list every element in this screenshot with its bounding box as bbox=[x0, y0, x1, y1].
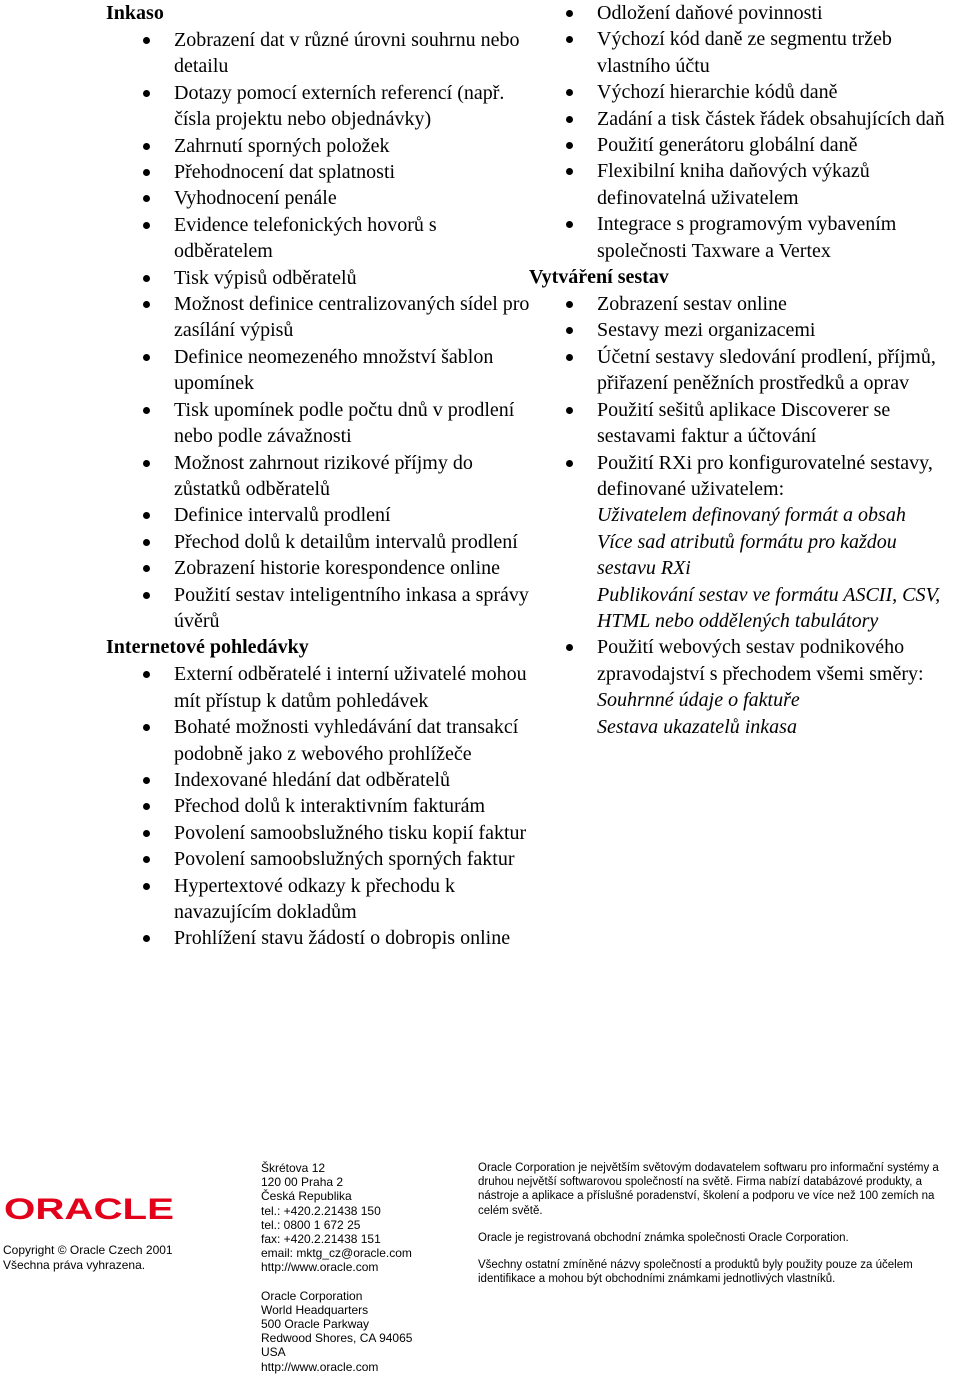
list-item-text: Přechod dolů k interaktivním fakturám bbox=[174, 795, 486, 818]
section-heading-internet-receivables: Internetové pohledávky bbox=[106, 636, 309, 659]
prague-address bbox=[261, 1161, 471, 1275]
list-item bbox=[106, 529, 536, 555]
list-item-text: Dotazy pomocí externích referencí (např. čísla projektu nebo objednávky) bbox=[174, 81, 505, 131]
list-item bbox=[106, 846, 536, 872]
address-line: tel.: +420.2.21438 150 bbox=[261, 1203, 381, 1218]
list-item-text: Tisk výpisů odběratelů bbox=[174, 266, 357, 289]
list-item bbox=[529, 132, 960, 158]
list-item-text: Vyhodnocení penále bbox=[174, 187, 337, 210]
list-item bbox=[529, 634, 960, 740]
address-line: Oracle Corporation bbox=[261, 1288, 363, 1303]
list-item-text: Možnost definice centralizovaných sídel pro zasílání výpisů bbox=[174, 293, 530, 342]
legal-notice bbox=[478, 1161, 960, 1299]
list-item bbox=[106, 159, 536, 185]
list-item bbox=[106, 265, 536, 291]
list-item-text: Použití sešitů aplikace Discoverer se sestavami faktur a účtování bbox=[597, 398, 891, 448]
list-item-text: Sestavy mezi organizacemi bbox=[597, 319, 816, 342]
list-item-text: Integrace s programovým vybavením společnosti Taxware a Vertex bbox=[597, 213, 897, 262]
list-item-text: Indexované hledání dat odběratelů bbox=[174, 768, 450, 791]
list-item bbox=[106, 212, 536, 265]
list-item-text: Evidence telefonických hovorů s odběratelem bbox=[174, 213, 437, 263]
list-item bbox=[106, 714, 536, 767]
list-item-text: Povolení samoobslužného tisku kopií faktur bbox=[174, 821, 527, 844]
list-item bbox=[106, 582, 536, 635]
list-item bbox=[106, 767, 536, 793]
list-item bbox=[106, 661, 536, 714]
list-item bbox=[529, 291, 960, 317]
list-item bbox=[529, 211, 960, 264]
list-item-text: Flexibilní kniha daňových výkazů definovatelná uživatelem bbox=[597, 160, 870, 209]
section-heading-reporting: Vytváření sestav bbox=[529, 266, 669, 289]
sub-item-text: Uživatelem definovaný formát a obsah bbox=[597, 504, 906, 527]
list-item bbox=[106, 133, 536, 159]
list-item-text: Povolení samoobslužných sporných faktur bbox=[174, 848, 515, 871]
list-item-text: Použití RXi pro konfigurovatelné sestavy, definované uživatelem: bbox=[597, 451, 933, 500]
list-item bbox=[106, 291, 536, 344]
list-item-text: Účetní sestavy sledování prodlení, příjmů, přiřazení peněžních prostředků a oprav bbox=[597, 345, 936, 395]
address-line: Česká Republika bbox=[261, 1189, 352, 1204]
list-item bbox=[529, 79, 960, 105]
rights-line: Všechna práva vyhrazena. bbox=[3, 1258, 146, 1272]
list-item bbox=[106, 185, 536, 211]
address-block bbox=[261, 1161, 471, 1374]
address-line: tel.: 0800 1 672 25 bbox=[261, 1217, 361, 1232]
list-item bbox=[529, 344, 960, 397]
list-item bbox=[106, 450, 536, 503]
list-item bbox=[529, 397, 960, 450]
address-line: email: mktg_cz@oracle.com bbox=[261, 1246, 412, 1261]
oracle-logo bbox=[4, 1195, 176, 1223]
list-item-text: Použití webových sestav podnikového zpravodajství s přechodem všemi směry: bbox=[597, 636, 924, 685]
list-item-text: Hypertextové odkazy k přechodu k navazujícím dokladům bbox=[174, 874, 456, 923]
address-line: http://www.oracle.com bbox=[261, 1260, 379, 1275]
list-item bbox=[529, 0, 960, 26]
address-line: fax: +420.2.21438 151 bbox=[261, 1232, 381, 1247]
list-item-text: Zobrazení sestav online bbox=[597, 293, 787, 316]
list-item-text: Výchozí hierarchie kódů daně bbox=[597, 81, 838, 104]
list-item-text: Externí odběratelé i interní uživatelé mohou mít přístup k datům pohledávek bbox=[174, 663, 527, 712]
list-item bbox=[529, 26, 960, 79]
list-item-text: Prohlížení stavu žádostí o dobropis online bbox=[174, 927, 511, 950]
list-item bbox=[529, 317, 960, 343]
copyright bbox=[3, 1243, 203, 1273]
list-item bbox=[106, 820, 536, 846]
list-item-text: Odložení daňové povinnosti bbox=[597, 2, 823, 24]
list-item-text: Zahrnutí sporných položek bbox=[174, 134, 390, 157]
address-line: Redwood Shores, CA 94065 bbox=[261, 1331, 413, 1346]
legal-paragraph: Všechny ostatní zmíněné názvy společností a produktů byly použity pouze za účelem identifikace a mohou být obchodními známkami jednotlivých vlastníků. bbox=[478, 1259, 913, 1286]
list-item bbox=[529, 106, 960, 132]
legal-paragraph: Oracle Corporation je největším světovým dodavatelem softwaru pro informační systémy a druhou největší softwarovou společností na světě. Firma nabízí databázové produkty, a nástroje a aplikace a příslušné poradenství, školení a podporu ve více než 100 zemích na celém světě. bbox=[478, 1162, 939, 1217]
list-item-text: Použití generátoru globální daně bbox=[597, 134, 858, 157]
list-item bbox=[106, 397, 536, 450]
section-heading-inkaso: Inkaso bbox=[106, 2, 164, 24]
sub-item-text: Sestava ukazatelů inkasa bbox=[597, 715, 797, 738]
sub-item-text: Více sad atributů formátu pro každou sestavu RXi bbox=[597, 530, 897, 580]
list-item bbox=[529, 450, 960, 635]
left-column bbox=[106, 0, 536, 952]
list-item bbox=[106, 80, 536, 133]
address-line: 500 Oracle Parkway bbox=[261, 1317, 370, 1332]
internet-receivables-list bbox=[106, 661, 536, 951]
headquarters-address bbox=[261, 1289, 471, 1374]
list-item bbox=[106, 502, 536, 528]
copyright-line: Copyright © Oracle Czech 2001 bbox=[3, 1243, 173, 1257]
address-line: World Headquarters bbox=[261, 1302, 369, 1317]
list-item bbox=[106, 27, 536, 80]
list-item-text: Použití sestav inteligentního inkasa a správy úvěrů bbox=[174, 583, 529, 632]
list-item-text: Přehodnocení dat splatnosti bbox=[174, 161, 396, 184]
list-item bbox=[106, 793, 536, 819]
list-item bbox=[106, 344, 536, 397]
list-item bbox=[106, 873, 536, 926]
list-item bbox=[529, 158, 960, 211]
reporting-list bbox=[529, 291, 960, 740]
legal-paragraph: Oracle je registrovaná obchodní známka společnosti Oracle Corporation. bbox=[478, 1231, 849, 1244]
list-item-text: Bohaté možnosti vyhledávání dat transakcí podobně jako z webového prohlížeče bbox=[174, 716, 519, 765]
list-item-text: Tisk upomínek podle počtu dnů v prodlení nebo podle závažnosti bbox=[174, 398, 515, 448]
address-line: 120 00 Praha 2 bbox=[261, 1175, 344, 1190]
address-line: USA bbox=[261, 1345, 286, 1360]
list-item-text: Zadání a tisk částek řádek obsahujících daň bbox=[597, 107, 945, 130]
right-column bbox=[529, 0, 960, 740]
list-item bbox=[106, 555, 536, 581]
list-item-text: Přechod dolů k detailům intervalů prodlení bbox=[174, 530, 518, 553]
list-item-text: Zobrazení historie korespondence online bbox=[174, 557, 500, 580]
list-item bbox=[106, 925, 536, 951]
list-item-text: Možnost zahrnout rizikové příjmy do zůstatků odběratelů bbox=[174, 451, 473, 500]
address-line: Škrétova 12 bbox=[261, 1161, 326, 1175]
sub-item-text: Publikování sestav ve formátu ASCII, CSV, HTML nebo oddělených tabulátory bbox=[597, 583, 941, 632]
tax-list bbox=[529, 0, 960, 264]
oracle-logo-text: ORACLE bbox=[4, 1195, 174, 1223]
list-item-text: Zobrazení dat v různé úrovni souhrnu nebo detailu bbox=[174, 29, 520, 78]
inkaso-list bbox=[106, 27, 536, 634]
address-line: http://www.oracle.com bbox=[261, 1359, 379, 1374]
list-item-text: Výchozí kód daně ze segmentu tržeb vlastního účtu bbox=[597, 28, 892, 77]
list-item-text: Definice neomezeného množství šablon upomínek bbox=[174, 345, 494, 395]
list-item-text: Definice intervalů prodlení bbox=[174, 504, 391, 527]
sub-item-text: Souhrnné údaje o faktuře bbox=[597, 689, 800, 712]
